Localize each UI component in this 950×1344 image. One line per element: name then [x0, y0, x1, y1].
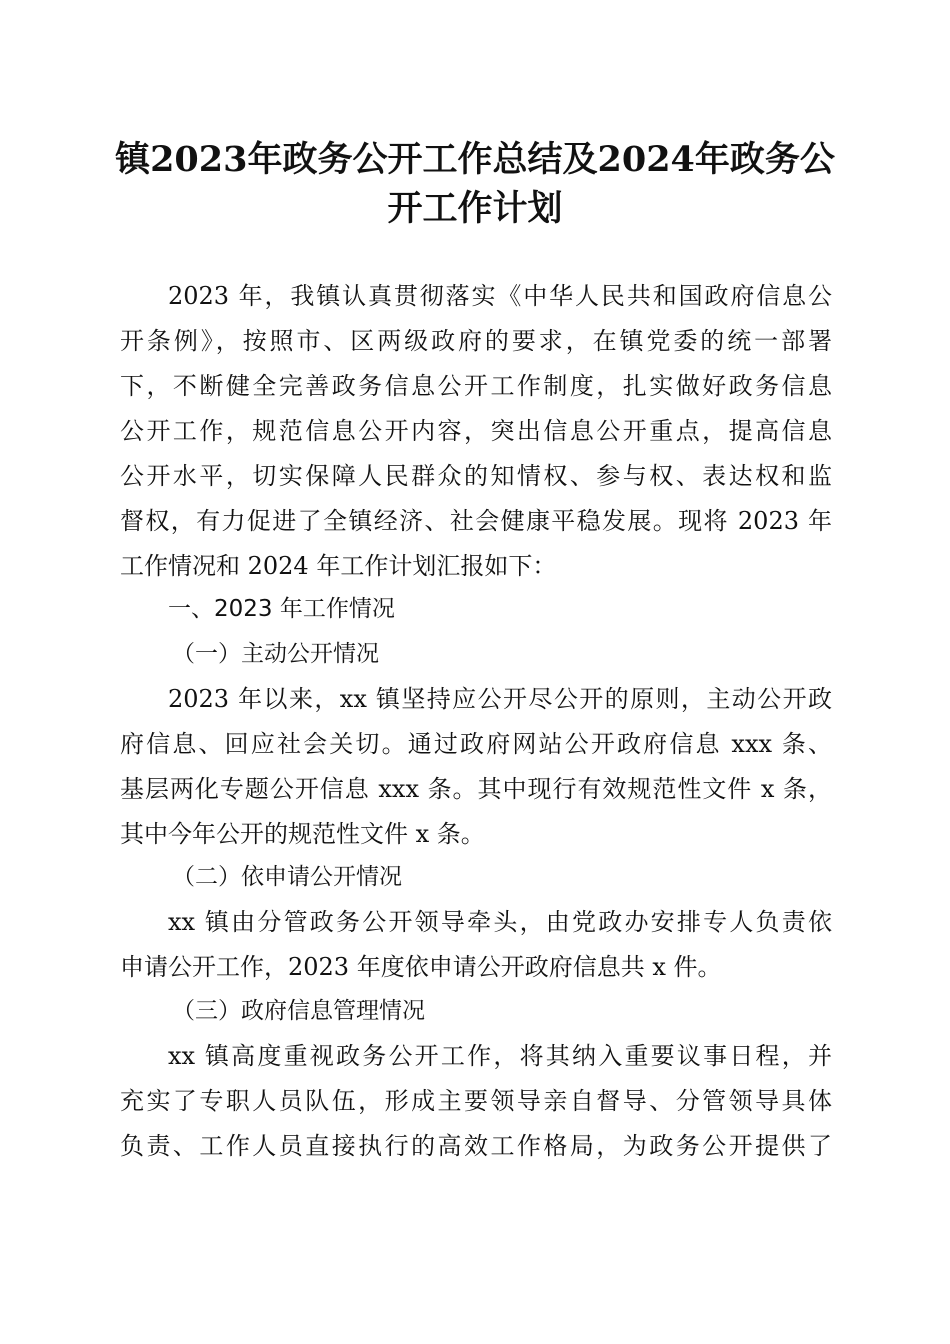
- subsection-heading-information-management: （三）政府信息管理情况: [172, 998, 425, 1024]
- paragraph-line: xx 镇高度重视政务公开工作，将其纳入重要议事日程，并: [168, 1042, 832, 1070]
- paragraph-line: 其中今年公开的规范性文件 x 条。: [120, 820, 485, 848]
- paragraph-line: 申请公开工作，2023 年度依申请公开政府信息共 x 件。: [120, 953, 722, 981]
- subsection-heading-active-disclosure: （一）主动公开情况: [172, 641, 379, 667]
- paragraph-line: 负责、工作人员直接执行的高效工作格局，为政务公开提供了: [120, 1132, 832, 1160]
- section-heading-work-status: 一、2023 年工作情况: [168, 596, 395, 622]
- intro-line: 下，不断健全完善政务信息公开工作制度，扎实做好政务信息: [120, 372, 832, 400]
- intro-line: 公开工作，规范信息公开内容，突出信息公开重点，提高信息: [120, 417, 832, 445]
- document-title-line-2: 开工作计划: [387, 188, 563, 229]
- intro-line: 公开水平，切实保障人民群众的知情权、参与权、表达权和监: [120, 462, 832, 490]
- paragraph-line: 府信息、回应社会关切。通过政府网站公开政府信息 xxx 条、: [120, 730, 832, 758]
- intro-line: 开条例》，按照市、区两级政府的要求，在镇党委的统一部署: [120, 327, 832, 355]
- subsection-heading-application-disclosure: （二）依申请公开情况: [172, 864, 402, 890]
- intro-line: 工作情况和 2024 年工作计划汇报如下：: [120, 552, 557, 580]
- intro-line: 督权，有力促进了全镇经济、社会健康平稳发展。现将 2023 年: [120, 507, 832, 535]
- paragraph-line: 基层两化专题公开信息 xxx 条。其中现行有效规范性文件 x 条，: [120, 775, 832, 803]
- intro-line: 2023 年，我镇认真贯彻落实《中华人民共和国政府信息公: [168, 282, 832, 310]
- paragraph-line: 2023 年以来，xx 镇坚持应公开尽公开的原则，主动公开政: [168, 685, 832, 713]
- paragraph-line: xx 镇由分管政务公开领导牵头，由党政办安排专人负责依: [168, 908, 832, 936]
- paragraph-line: 充实了专职人员队伍，形成主要领导亲自督导、分管领导具体: [120, 1087, 832, 1115]
- document-title-line-1: 镇2023年政务公开工作总结及2024年政务公: [115, 139, 835, 180]
